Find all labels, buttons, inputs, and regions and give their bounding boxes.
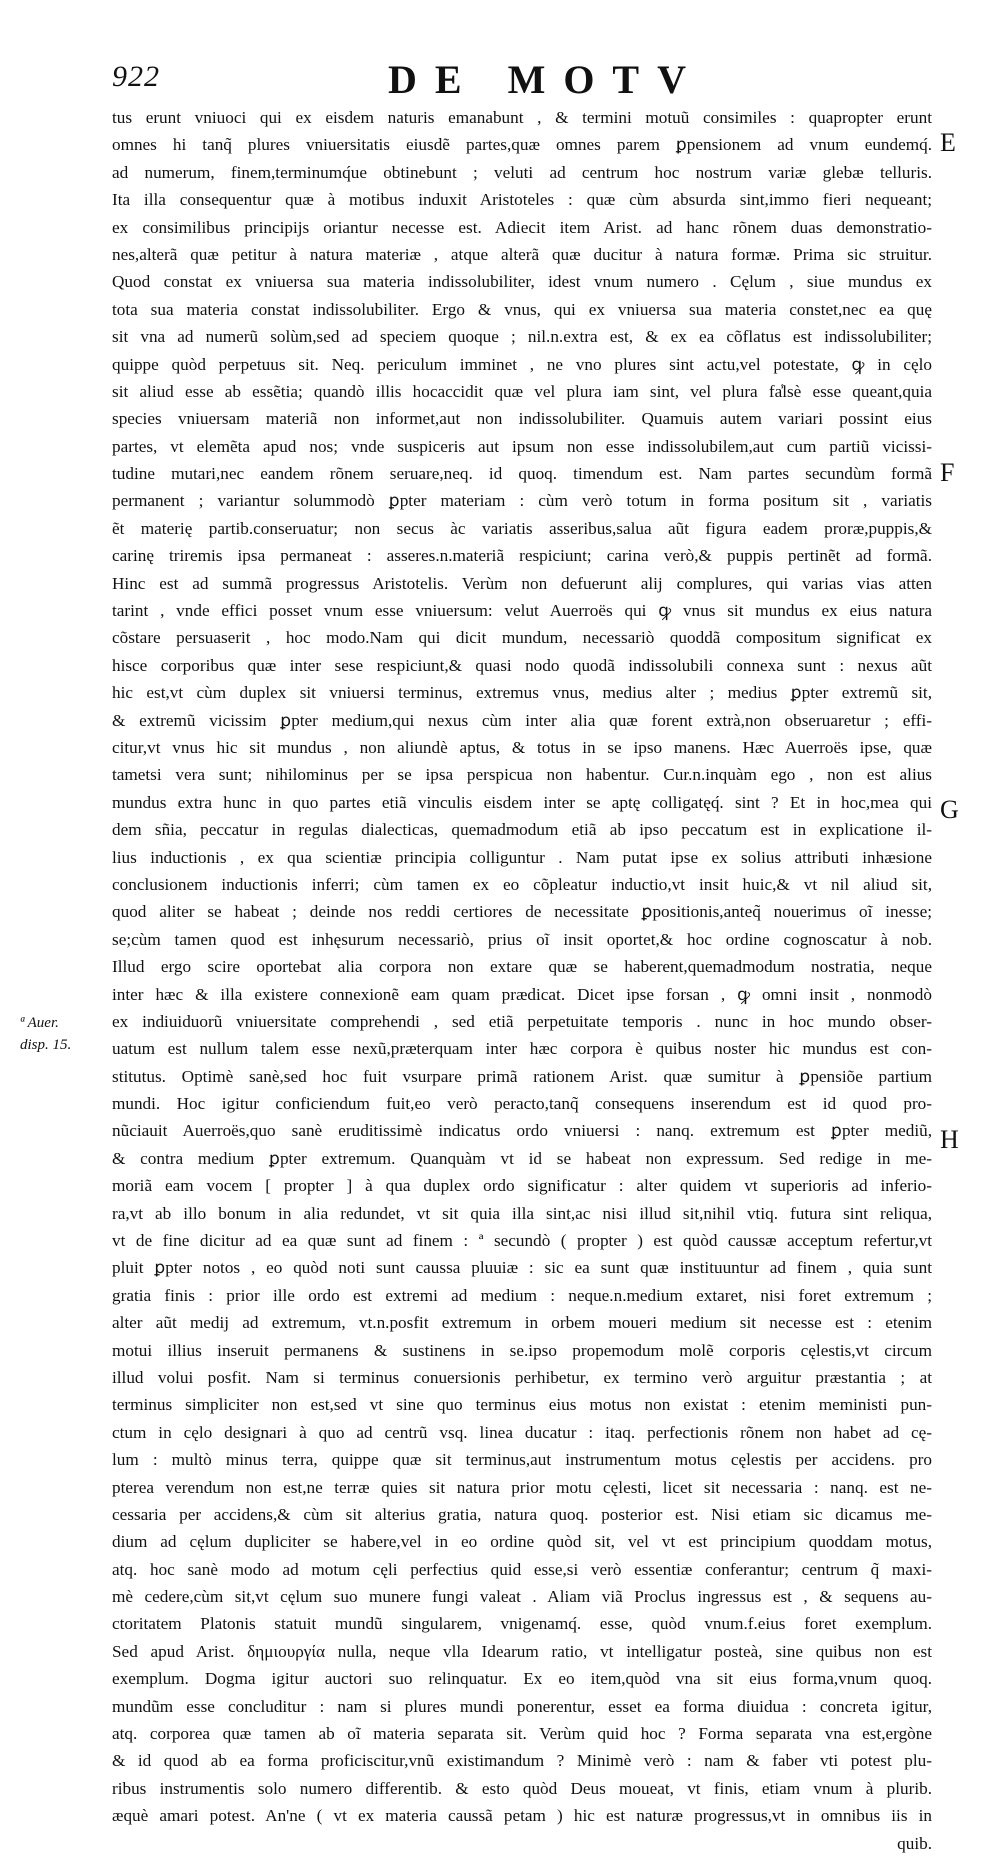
text-line: permanent ; variantur solummodò ꝑpter materiam : cùm verò totum in forma positum sit , variatis <box>112 491 932 511</box>
text-line: dem sñia, peccatur in regulas dialecticas, quemadmodum etiã ab ipso peccatum est in explicatione il- <box>112 820 932 840</box>
text-line: quippe quòd perpetuus sit. Neq. periculum imminet , ne vno plures sint actu,vel potestate, ꝙ in cęlo <box>112 354 932 374</box>
text-line: Sed apud Arist. δημιουργία nulla, neque vlla Idearum ratio, vt intelligatur posteà, sine quibus non est <box>112 1641 932 1661</box>
text-line: exemplum. Dogma igitur auctori suo relinquatur. Ex eo item,quòd vna sit eius forma,vnum quoq. <box>112 1669 932 1689</box>
text-line: mundus extra hunc in quo partes etiã vinculis eisdem inter se aptę colligatęq́. sint ? Et in hoc,mea qui <box>112 792 932 812</box>
text-line: alter aũt medij ad extremum, vt.n.posfit extremum in orbem moueri medium sit necesse est : etenim <box>112 1313 932 1333</box>
text-line: gratia finis : prior ille ordo est extremi ad medium : neque.n.medium extaret, nisi foret extremum ; <box>112 1285 932 1305</box>
text-line: atq. hoc sanè modo ad motum cęli perfectius quid esse,si verò essentiæ conferantur; centrum q̃ maxi- <box>112 1559 932 1579</box>
text-line: tametsi vera sunt; nihilominus per se ipsa perspicua non habentur. Cur.n.inquàm ego , non est alius <box>112 765 932 785</box>
text-line: terminus simpliciter non est,sed vt sine quo terminus eius motus non existat : etenim meministi pun- <box>112 1395 932 1415</box>
text-line: & id quod ab ea forma proficiscitur,vnũ existimandum ? Minimè verò : nam & faber vti potest plu- <box>112 1751 932 1771</box>
text-line: ctoritatem Platonis statuit mundũ singularem, vnigenamq́. esse, quòd vnum.f.eius foret exemplum. <box>112 1614 932 1634</box>
text-line: Ita illa consequentur quæ à motibus induxit Aristoteles : quæ cùm absurda sint,immo fieri nequeant; <box>112 190 932 210</box>
text-line: se;cùm tamen quod est inhęsurum necessariò, prius oĩ insit oportet,& hoc ordine cognoscatur à nob. <box>112 929 932 949</box>
text-line: motui illius inseruit permanens & sustinens in se.ipso propemodum molẽ corporis cęlestis,vt circum <box>112 1340 932 1360</box>
text-line: mundũm esse concluditur : nam si plures mundi ponerentur, esset ea forma diuidua : concreta igitur, <box>112 1696 932 1716</box>
text-line: quib. <box>897 1833 932 1853</box>
page-number: 922 <box>112 60 160 93</box>
text-line: nes,alterã quæ petitur à natura materiæ , atque alterã quæ ducitur à natura formæ. Prima sic struitur. <box>112 244 932 264</box>
text-line: Hinc est ad summã progressus Aristotelis. Verùm non defuerunt alij complures, qui varias vias atten <box>112 573 932 593</box>
margin-note <box>20 1012 100 1056</box>
text-line: hisce corporibus quæ inter sese respiciunt,& quasi nodo quodã indissolubili connexa sunt : nexus aũt <box>112 655 932 675</box>
text-line: ex consimilibus principijs oriantur necesse est. Adiecit item Arist. ad hanc rõnem duas demonstratio- <box>112 217 932 237</box>
text-line: Illud ergo scire oportebat alia corpora non extare quæ se haberent,quemadmodum nostratia, neque <box>112 957 932 977</box>
text-line: ex indiuiduorũ vniuersitate comprehendi , sed etiã perpetuitate temporis . nunc in hoc mundo obser- <box>112 1011 932 1031</box>
text-line: vt de fine dicitur ad ea quæ sunt ad finem : ª secundò ( propter ) est quòd caussæ acceptum refertur,vt <box>112 1231 932 1251</box>
margin-note-line: ª Auer. <box>20 1015 59 1031</box>
text-line: ra,vt ab illo bonum in alia redundet, vt sit quia illa sint,ac nisi illud sit,nihil vtiq. futura sint reliqua, <box>112 1203 932 1223</box>
text-line: cessaria per accidens,& cùm sit alterius gratia, natura quoq. posterior est. Nisi etiam sic dicamus me- <box>112 1504 932 1524</box>
margin-letter-f: F <box>940 458 955 487</box>
text-line: dium ad cęlum dupliciter se habere,vel in eo ordine quòd sit, vel vt est principium quoddam motus, <box>112 1532 932 1552</box>
text-line: ad numerum, finem,terminumq́ue obtinebunt ; veluti ad centrum hoc nostrum variæ glebæ telluris. <box>112 162 932 182</box>
text-line: tarint , vnde effici posset vnum esse vniuersum: velut Auerroës qui ꝙ vnus sit mundus ex eius natura <box>112 601 932 621</box>
text-line: lum : multò minus terra, quippe quæ sit terminus,aut instrumentum motus cęlestis per accidens. pro <box>112 1450 932 1470</box>
text-line: quod aliter se habeat ; deinde nos reddi certiores de necessitate ꝑpositionis,anteq̃ nouerimus oĩ inesse; <box>112 902 932 922</box>
text-line: ribus instrumentis solo numero differentib. & esto quòd Deus moueat, vt finis, etiam vnum à plurib. <box>112 1778 932 1798</box>
body-text <box>112 104 932 1857</box>
text-line: mè cedere,cùm sit,vt cęlum suo munere fungi valeat . Aliam viã Proclus ingressus est , & sequens au- <box>112 1587 932 1607</box>
text-line: ctum in cęlo designari à quo ad centrũ vsq. linea ducatur : itaq. perfectionis rõnem non habet ad cę- <box>112 1422 932 1442</box>
margin-letter-e: E <box>940 128 956 157</box>
margin-note-line: disp. 15. <box>20 1037 72 1053</box>
text-line: mundi. Hoc igitur conficiendum fuit,eo verò peracto,tanq̃ consequens inserendum est id quod pro- <box>112 1094 932 1114</box>
text-line: illud volui posfit. Nam si terminus conuersionis perhibetur, ex termino verò arguitur præstantia ; at <box>112 1367 932 1387</box>
margin-letter-g: G <box>940 795 959 824</box>
running-title: DE MOTV <box>388 57 704 102</box>
text-line: omnes hi tanq̃ plures vniuersitatis eiusdẽ partes,quæ omnes parem ꝑpensionem ad vnum eundemq́. <box>112 135 932 155</box>
text-line: sit vna ad numerũ solùm,sed ad speciem quoque ; nil.n.extra est, & ex ea cõflatus est indissolubiliter; <box>112 327 932 347</box>
text-line: atq. corporea quæ tamen ab oĩ materia separata sit. Verùm quid hoc ? Forma separata vna est,ergòne <box>112 1724 932 1744</box>
text-line: inter hæc & illa existere connexionẽ eam quam prædicat. Dicet ipse forsan , ꝙ omni insit , nonmodò <box>112 984 932 1004</box>
text-line: ẽt materię partib.conseruatur; non secus àc variatis asseribus,salua aũt figura eadem proræ,puppis,& <box>112 518 932 538</box>
text-line: æquè amari potest. An'ne ( vt ex materia caussã petam ) hic est naturæ progressus,vt in omnibus iis in <box>112 1806 932 1826</box>
margin-letter-h: H <box>940 1125 959 1154</box>
text-line: lius inductionis , ex qua scientiæ principia colliguntur . Nam putat ipse ex solius attributi inhæsione <box>112 847 932 867</box>
text-line: tudine mutari,nec eandem rõnem seruare,neq. id quoq. timendum est. Nam partes secundùm formã <box>112 464 932 484</box>
text-line: stitutus. Optimè sanè,sed hoc fuit vsurpare primã rationem Arist. quæ sumitur à ꝑpensiõe partium <box>112 1066 932 1086</box>
text-line: Quod constat ex vniuersa sua materia indissolubiliter, idest vnum numero . Cęlum , siue mundus ex <box>112 272 932 292</box>
text-line: tus erunt vniuoci qui ex eisdem naturis emanabunt , & termini motuũ consimiles : quapropter erunt <box>112 108 932 127</box>
text-line: pluit ꝑpter notos , eo quòd noti sunt caussa pluuiæ : sic ea sunt quæ instituuntur ad finem , quia sunt <box>112 1258 932 1278</box>
text-line: cõstare persuaserit , hoc modo.Nam qui dicit mundum, necessariò quoddã compositum significat ex <box>112 628 932 648</box>
text-line: pterea verendum non est,ne terræ quies sit natura prior motu cęlesti, licet sit necessaria : nanq. est ne- <box>112 1477 932 1497</box>
text-line: citur,vt vnus hic sit mundus , non aliundè aptus, & totus in se ipso manens. Hæc Auerroës ipse, quæ <box>112 737 932 757</box>
text-line: & extremũ vicissim ꝑpter medium,qui nexus cùm inter alia quæ forent extrà,non obseruaretur ; effi- <box>112 710 932 730</box>
text-line: sit aliud esse ab essẽtia; quandò illis hocaccidit quæ vel plura iam sint, vel plura fa̾lsè esse queant,quia <box>112 381 932 401</box>
text-line: hic est,vt cùm duplex sit vniuersi terminus, extremus vnus, medius alter ; medius ꝑpter extremũ sit, <box>112 683 932 703</box>
text-line: partes, vt elemẽta apud nos; vnde suspiceris aut ipsum non esse indissolubilem,aut cum partiũ vicissi- <box>112 436 932 456</box>
text-line: carinę triremis ipsa permaneat : asseres.n.materiã respiciunt; carina verò,& puppis pertinẽt ad formã. <box>112 546 932 566</box>
text-line: moriã eam vocem [ propter ] à qua duplex ordo significatur : alter quidem vt superioris ad inferio- <box>112 1176 932 1196</box>
text-line: tota sua materia constat indissolubiliter. Ergo & vnus, qui ex vniuersa sua materia constet,nec ea quę <box>112 299 932 319</box>
text-line: species vniuersam materiã non informet,aut non indissolubiliter. Quamuis autem variari possint eius <box>112 409 932 429</box>
text-line: nũciauit Auerroës,quo sanè eruditissimè indicatus ordo vniuersi : nanq. extremum est ꝑpter mediũ, <box>112 1121 932 1141</box>
text-line: conclusionem inductionis inferri; cùm tamen ex eo cõpleatur inductio,vt insit huic,& vt nil aliud sit, <box>112 874 932 894</box>
text-line: & contra medium ꝑpter extremum. Quanquàm vt id se habeat non expressum. Sed redige in me- <box>112 1148 932 1168</box>
text-line: uatum est nullum talem esse nexũ,præterquam inter hæc corpora è quibus noster hic mundus est con- <box>112 1039 932 1059</box>
